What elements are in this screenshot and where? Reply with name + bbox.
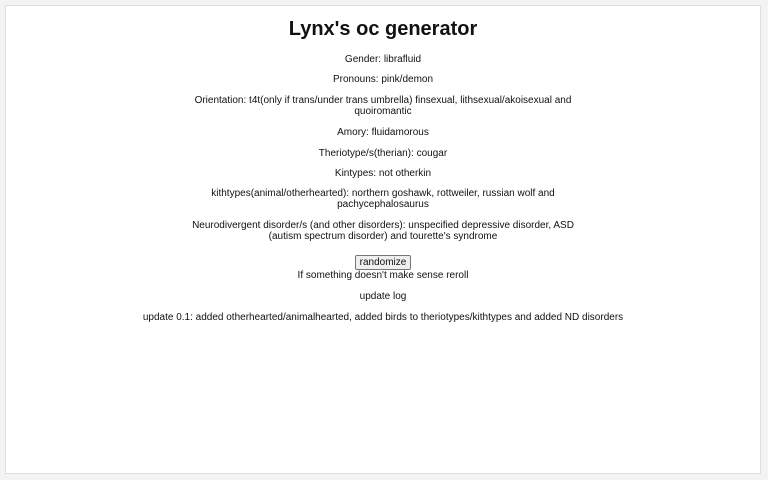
page-title: Lynx's oc generator — [288, 18, 478, 40]
randomize-button[interactable]: randomize — [355, 255, 412, 270]
update-log-entry: update 0.1: added otherhearted/animalhearted, added birds to theriotypes/kithtypes and added ND disorders — [142, 312, 624, 323]
update-log-title: update log — [359, 291, 407, 302]
kithtypes-field: kithtypes(animal/otherhearted): northern goshawk, rottweiler, russian wolf and pachycephalosaurus — [211, 188, 555, 210]
theriotype-field: Theriotype/s(therian): cougar — [318, 148, 448, 159]
generator-content — [6, 17, 760, 323]
gender-field: Gender: librafluid — [344, 54, 422, 65]
orientation-field: Orientation: t4t(only if trans/under trans umbrella) finsexual, lithsexual/akoisexual and quoiromantic — [194, 95, 572, 117]
amory-field: Amory: fluidamorous — [337, 127, 429, 138]
kintypes-field: Kintypes: not otherkin — [334, 168, 432, 179]
pronouns-field: Pronouns: pink/demon — [332, 74, 434, 85]
reroll-hint: If something doesn't make sense reroll — [297, 270, 469, 281]
page-frame — [5, 5, 761, 474]
randomize-wrap — [6, 252, 760, 270]
neurodivergent-field: Neurodivergent disorder/s (and other disorders): unspecified depressive disorder, ASD (autism spectrum disorder) and tourette's syndrome — [192, 220, 574, 242]
